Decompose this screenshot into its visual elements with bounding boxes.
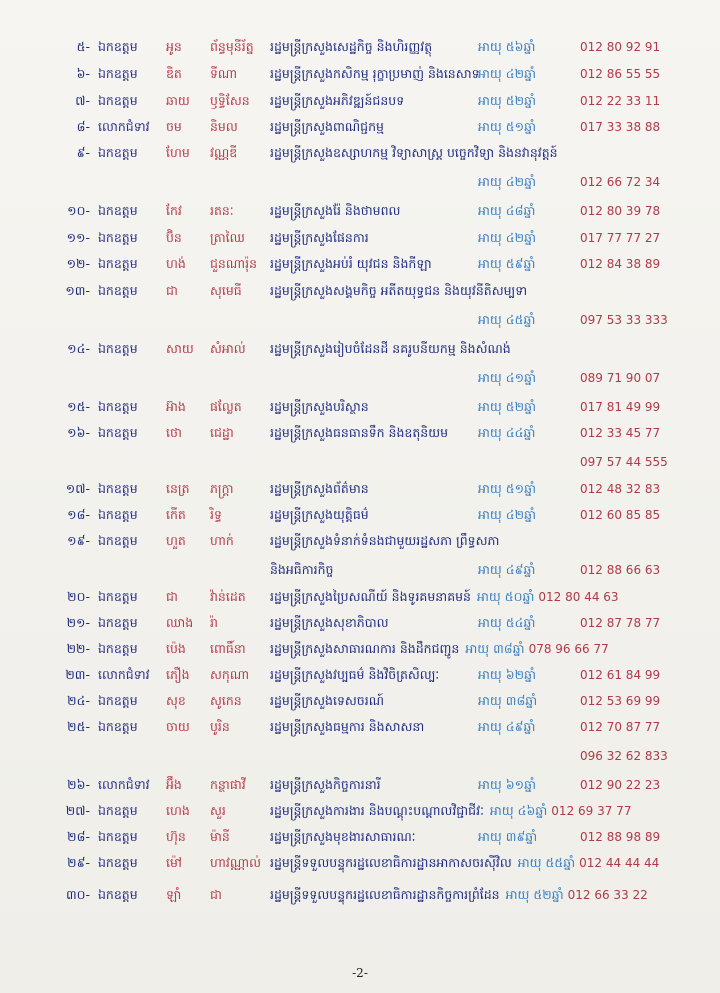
age-label: អាយុ ៥៦ឆ្នាំ (478, 39, 536, 54)
given-name: ទីណា (210, 66, 238, 81)
given-name: ម៉ានី (210, 829, 230, 844)
item-number: ១២- (66, 256, 90, 271)
age-label: អាយុ ៥១ឆ្នាំ (478, 481, 536, 496)
honorific-title: ឯកឧត្តម (98, 425, 138, 440)
age-label: អាយុ ៣៨ឆ្នាំ (465, 641, 525, 656)
phone-number: 017 81 49 99 (580, 400, 661, 414)
honorific-title: ឯកឧត្តម (98, 829, 138, 844)
honorific-title: ឯកឧត្តម (98, 230, 138, 245)
list-item-continuation (0, 309, 720, 331)
age-label: អាយុ ៤៩ឆ្នាំ (478, 719, 536, 734)
list-item (0, 36, 720, 58)
honorific-title: ឯកឧត្តម (98, 589, 138, 604)
surname: ប៉េង (166, 641, 186, 656)
phone-number: 012 53 69 99 (580, 694, 661, 708)
list-item-extra-phone (0, 451, 720, 473)
given-name: សំអាល់ (210, 341, 246, 356)
item-number: ១៣- (65, 283, 90, 298)
phone-number: 012 66 72 34 (580, 175, 661, 189)
age-label: អាយុ ៤២ឆ្នាំ (478, 174, 536, 189)
position-title: រដ្ឋមន្ត្រីក្រសួងទេសចរណ៍ (270, 693, 384, 708)
given-name: ជេដ្ឋា (210, 425, 234, 440)
phone-number: 012 86 55 55 (580, 67, 661, 81)
honorific-title: លោកជំទាវ (98, 777, 150, 792)
list-item (0, 586, 720, 608)
honorific-title: ឯកឧត្តម (98, 615, 138, 630)
honorific-title: ឯកឧត្តម (98, 887, 138, 902)
surname: ហង់ (166, 256, 186, 271)
age-label: អាយុ ៦២ឆ្នាំ (478, 667, 536, 682)
given-name: ហាក់ (210, 533, 234, 548)
position-title (270, 800, 631, 822)
item-number: ១៤- (67, 341, 90, 356)
list-item (0, 338, 720, 360)
honorific-title: ឯកឧត្តម (98, 719, 138, 734)
age-label: អាយុ ៤៦ឆ្នាំ (489, 803, 548, 818)
given-name: សូកេន (210, 693, 242, 708)
item-number: ៥- (76, 39, 90, 54)
item-number: ២១- (66, 615, 90, 630)
given-name: ជួនណារ៉ុន (210, 256, 257, 271)
position-title: រដ្ឋមន្ត្រីក្រសួងពាណិជ្ជកម្ម (270, 119, 384, 134)
age-label: អាយុ ៤១ឆ្នាំ (478, 370, 536, 385)
surname: ថោ (166, 425, 182, 440)
item-number: ២៧- (65, 803, 90, 818)
list-item (0, 852, 720, 874)
list-item (0, 638, 720, 660)
position-title: រដ្ឋមន្ត្រីក្រសួងទំនាក់ទំនងជាមួយរដ្ឋសភា ព្រឹទ្ធសភា (270, 533, 500, 548)
position-title: រដ្ឋមន្ត្រីក្រសួងអប់រំ យុវជន និងកីឡា (270, 256, 432, 271)
age-label: អាយុ ៣៨ឆ្នាំ (478, 693, 538, 708)
phone-number: 012 88 98 89 (580, 830, 661, 844)
phone-number: 012 69 37 77 (551, 804, 632, 818)
phone-number: 012 70 87 77 (580, 720, 661, 734)
position-text: រដ្ឋមន្ត្រីក្រសួងប្រៃសណីយ៍ និងទូរគមនាគមន៍ (270, 589, 471, 604)
given-name: ពោធិ៍នា (210, 641, 246, 656)
phone-number: 012 33 45 77 (580, 426, 661, 440)
given-name: ជា (210, 887, 222, 902)
given-name: ផល្លែត (210, 399, 242, 414)
surname: ជា (166, 589, 178, 604)
position-title: រដ្ឋមន្ត្រីក្រសួងរ៉ែ និងថាមពល (270, 203, 401, 218)
phone-number: 097 53 33 333 (580, 313, 668, 327)
surname: ហ៊ុន (166, 829, 186, 844)
honorific-title: ឯកឧត្តម (98, 283, 138, 298)
given-name: ឫទ្ធិសែន (210, 93, 250, 108)
phone-number: 012 66 33 22 (567, 888, 648, 902)
item-number: ១០- (67, 203, 90, 218)
age-label: អាយុ ៤២ឆ្នាំ (478, 507, 536, 522)
surname: សុខ (166, 693, 186, 708)
surname: ឌិត (166, 66, 182, 81)
age-label: អាយុ ៤២ឆ្នាំ (478, 230, 536, 245)
age-label: អាយុ ៥៤ឆ្នាំ (478, 615, 536, 630)
list-item (0, 142, 720, 164)
age-label: អាយុ ៥៩ឆ្នាំ (478, 256, 536, 271)
honorific-title: លោកជំទាវ (98, 119, 150, 134)
honorific-title: ឯកឧត្តម (98, 341, 138, 356)
position-title: រដ្ឋមន្ត្រីក្រសួងព័ត៌មាន (270, 481, 369, 496)
given-name: ព័ន្ធមុនីរ័ត្ន (210, 39, 254, 54)
position-title: រដ្ឋមន្ត្រីក្រសួងកិច្ចការនារី (270, 777, 381, 792)
given-name: រតនៈ (210, 203, 234, 218)
given-name: សួរ (210, 803, 226, 818)
list-item (0, 422, 720, 444)
given-name: កន្ថាផាវី (210, 777, 246, 792)
phone-number: 012 60 85 85 (580, 508, 661, 522)
honorific-title: ឯកឧត្តម (98, 39, 138, 54)
list-item (0, 826, 720, 848)
phone-number: 012 80 92 91 (580, 40, 661, 54)
surname: អ៊ឹង (166, 777, 182, 792)
given-name: រ៉ា (210, 615, 218, 630)
list-item (0, 200, 720, 222)
phone-number: 012 84 38 89 (580, 257, 661, 271)
age-label: អាយុ ៤៨ឆ្នាំ (478, 203, 536, 218)
phone-number: 012 48 32 83 (580, 482, 661, 496)
honorific-title: ឯកឧត្តម (98, 66, 138, 81)
list-item (0, 612, 720, 634)
phone-number-secondary: 096 32 62 833 (580, 749, 668, 763)
phone-number: 012 87 78 77 (580, 616, 661, 630)
surname: សាយ (166, 341, 194, 356)
age-label: អាយុ ៥២ឆ្នាំ (478, 399, 536, 414)
surname: ហែម (166, 145, 190, 160)
surname: ប៊ិន (166, 230, 182, 245)
surname: ចាយ (166, 719, 190, 734)
honorific-title: ឯកឧត្តម (98, 507, 138, 522)
given-name: វ៉ាន់ដេត (210, 589, 246, 604)
item-number: ២០- (67, 589, 90, 604)
age-label: អាយុ ៤២ឆ្នាំ (478, 66, 536, 81)
item-number: ១១- (66, 230, 90, 245)
surname: ម៉ៅ (166, 855, 182, 870)
surname: ចម (166, 119, 182, 134)
phone-number: 012 80 44 63 (538, 590, 619, 604)
item-number: ២២- (66, 641, 90, 656)
phone-number: 012 61 84 99 (580, 668, 661, 682)
honorific-title: ឯកឧត្តម (98, 803, 138, 818)
position-title: រដ្ឋមន្ត្រីក្រសួងផែនការ (270, 230, 369, 245)
given-name: បូរិន (210, 719, 230, 734)
surname: ឈាង (166, 615, 194, 630)
surname: កើត (166, 507, 186, 522)
surname: ហេង (166, 803, 190, 818)
surname: ហួត (166, 533, 186, 548)
item-number: ១៨- (67, 507, 90, 522)
list-item (0, 716, 720, 738)
phone-number: 012 80 39 78 (580, 204, 661, 218)
position-title: រដ្ឋមន្ត្រីក្រសួងរៀបចំដែនដី នគរូបនីយកម្ម និងសំណង់ (270, 341, 511, 356)
item-number: ១៩- (67, 533, 90, 548)
given-name: និមល (210, 119, 238, 134)
list-item (0, 396, 720, 418)
honorific-title: ឯកឧត្តម (98, 93, 138, 108)
position-title: រដ្ឋមន្ត្រីក្រសួងបរិស្ថាន (270, 399, 369, 414)
phone-number: 017 33 38 88 (580, 120, 661, 134)
age-label: អាយុ ៦១ឆ្នាំ (478, 777, 536, 792)
age-label: អាយុ ៥១ឆ្នាំ (478, 119, 536, 134)
surname: ជា (166, 283, 178, 298)
honorific-title: ឯកឧត្តម (98, 481, 138, 496)
item-number: ១៥- (67, 399, 90, 414)
surname: ឡាំ (166, 887, 182, 902)
given-name: ត្រាឈៃ (210, 230, 245, 245)
position-title (270, 586, 619, 608)
age-label: អាយុ ៥៥ឆ្នាំ (517, 855, 576, 870)
position-title: រដ្ឋមន្ត្រីក្រសួងធម្មការ និងសាសនា (270, 719, 425, 734)
list-item-continuation (0, 559, 720, 581)
position-text: រដ្ឋមន្ត្រីទទួលបន្ទុករដ្ឋលេខាធិការដ្ឋានកិច្ចការព្រំដែន (270, 887, 500, 902)
position-title: រដ្ឋមន្ត្រីក្រសួងសង្គមកិច្ច អតីតយុទ្ធជន និងយុវនីតិសម្បទា (270, 283, 528, 298)
honorific-title: ឯកឧត្តម (98, 203, 138, 218)
honorific-title: ឯកឧត្តម (98, 533, 138, 548)
given-name: សុមេធី (210, 283, 242, 298)
item-number: ១៦- (67, 425, 90, 440)
item-number: ១៧- (65, 481, 90, 496)
honorific-title: ឯកឧត្តម (98, 693, 138, 708)
position-title-continued: និងអធិការកិច្ច (270, 562, 334, 577)
position-text: រដ្ឋមន្ត្រីទទួលបន្ទុករដ្ឋលេខាធិការដ្ឋានអាកាសចរស៊ីវិល (270, 855, 512, 870)
honorific-title: ឯកឧត្តម (98, 399, 138, 414)
list-item (0, 800, 720, 822)
position-title (270, 852, 659, 874)
position-title: រដ្ឋមន្ត្រីក្រសួងអភិវឌ្ឍន៍ជនបទ (270, 93, 405, 108)
age-label: អាយុ ៥២ឆ្នាំ (478, 93, 536, 108)
item-number: ៣០- (65, 887, 90, 902)
position-text: រដ្ឋមន្ត្រីក្រសួងសាធារណការ និងដឹកជញ្ជូន (270, 641, 460, 656)
given-name: វណ្ណឌី (210, 145, 238, 160)
list-item (0, 116, 720, 138)
list-item (0, 690, 720, 712)
position-title (270, 884, 648, 906)
honorific-title: ឯកឧត្តម (98, 145, 138, 160)
phone-number: 012 44 44 44 (579, 856, 660, 870)
phone-number: 089 71 90 07 (580, 371, 661, 385)
age-label: អាយុ ៤៥ឆ្នាំ (478, 312, 536, 327)
honorific-title: លោកជំទាវ (98, 667, 150, 682)
surname: អ៊ាង (166, 399, 186, 414)
position-title: រដ្ឋមន្ត្រីក្រសួងយុត្តិធម៌ (270, 507, 369, 522)
item-number: ២៣- (65, 667, 90, 682)
position-title (270, 638, 609, 660)
list-item (0, 478, 720, 500)
surname: កែវ (166, 203, 182, 218)
honorific-title: ឯកឧត្តម (98, 855, 138, 870)
item-number: ២៤- (67, 693, 90, 708)
age-label: អាយុ ៣៩ឆ្នាំ (478, 829, 538, 844)
list-item (0, 664, 720, 686)
position-text: រដ្ឋមន្ត្រីក្រសួងការងារ និងបណ្តុះបណ្តាលវិជ្ជាជីវៈ (270, 803, 484, 818)
age-label: អាយុ ៥២ឆ្នាំ (505, 887, 564, 902)
phone-number: 012 90 22 23 (580, 778, 661, 792)
phone-number: 017 77 77 27 (580, 231, 661, 245)
surname: ភឿង (166, 667, 190, 682)
position-title: រដ្ឋមន្ត្រីក្រសួងមុខងារសាធារណៈ (270, 829, 416, 844)
position-title: រដ្ឋមន្ត្រីក្រសួងសុខាភិបាល (270, 615, 389, 630)
item-number: ២៥- (67, 719, 90, 734)
list-item (0, 280, 720, 302)
list-item (0, 504, 720, 526)
surname: ឆាយ (166, 93, 190, 108)
item-number: ៩- (76, 145, 90, 160)
item-number: ៨- (76, 119, 90, 134)
position-title: រដ្ឋមន្ត្រីក្រសួងឧស្សាហកម្ម វិទ្យាសាស្ត្រ បច្ចេកវិទ្យា និងនវានុវត្តន៍ (270, 145, 558, 160)
age-label: អាយុ ៥០ឆ្នាំ (477, 589, 535, 604)
given-name: ហាវណ្ណាល់ (210, 855, 261, 870)
list-item (0, 530, 720, 552)
age-label: អាយុ ៤៤ឆ្នាំ (478, 425, 536, 440)
given-name: សកុណា (210, 667, 250, 682)
list-item-extra-phone (0, 745, 720, 767)
item-number: ២៦- (67, 777, 90, 792)
given-name: រិទ្ធ (210, 507, 222, 522)
page-number: -2- (352, 966, 368, 980)
position-title: រដ្ឋមន្ត្រីក្រសួងវប្បធម៌ និងវិចិត្រសិល្បៈ (270, 667, 440, 682)
honorific-title: ឯកឧត្តម (98, 256, 138, 271)
list-item (0, 63, 720, 85)
item-number: ៦- (76, 66, 90, 81)
given-name: ភក្ត្រា (210, 481, 234, 496)
surname: នេត្រ (166, 481, 190, 496)
list-item (0, 774, 720, 796)
phone-number: 012 22 33 11 (580, 94, 661, 108)
list-item (0, 884, 720, 906)
honorific-title: ឯកឧត្តម (98, 641, 138, 656)
position-title: រដ្ឋមន្ត្រីក្រសួងធនធានទឹក និងឧតុនិយម (270, 425, 449, 440)
surname: អូន (166, 39, 182, 54)
age-label: អាយុ ៤៩ឆ្នាំ (478, 562, 536, 577)
phone-number: 012 88 66 63 (580, 563, 661, 577)
list-item (0, 227, 720, 249)
list-item (0, 253, 720, 275)
list-item-continuation (0, 171, 720, 193)
position-title: រដ្ឋមន្ត្រីក្រសួងកសិកម្ម រុក្ខាប្រមាញ់ និងនេសាទ (270, 66, 480, 81)
list-item (0, 90, 720, 112)
item-number: ២៨- (67, 829, 90, 844)
list-item-continuation (0, 367, 720, 389)
position-title: រដ្ឋមន្ត្រីក្រសួងសេដ្ឋកិច្ច និងហិរញ្ញវត្ថុ (270, 39, 433, 54)
item-number: ២៩- (67, 855, 90, 870)
item-number: ៧- (75, 93, 90, 108)
phone-number: 078 96 66 77 (528, 642, 609, 656)
phone-number-secondary: 097 57 44 555 (580, 455, 668, 469)
